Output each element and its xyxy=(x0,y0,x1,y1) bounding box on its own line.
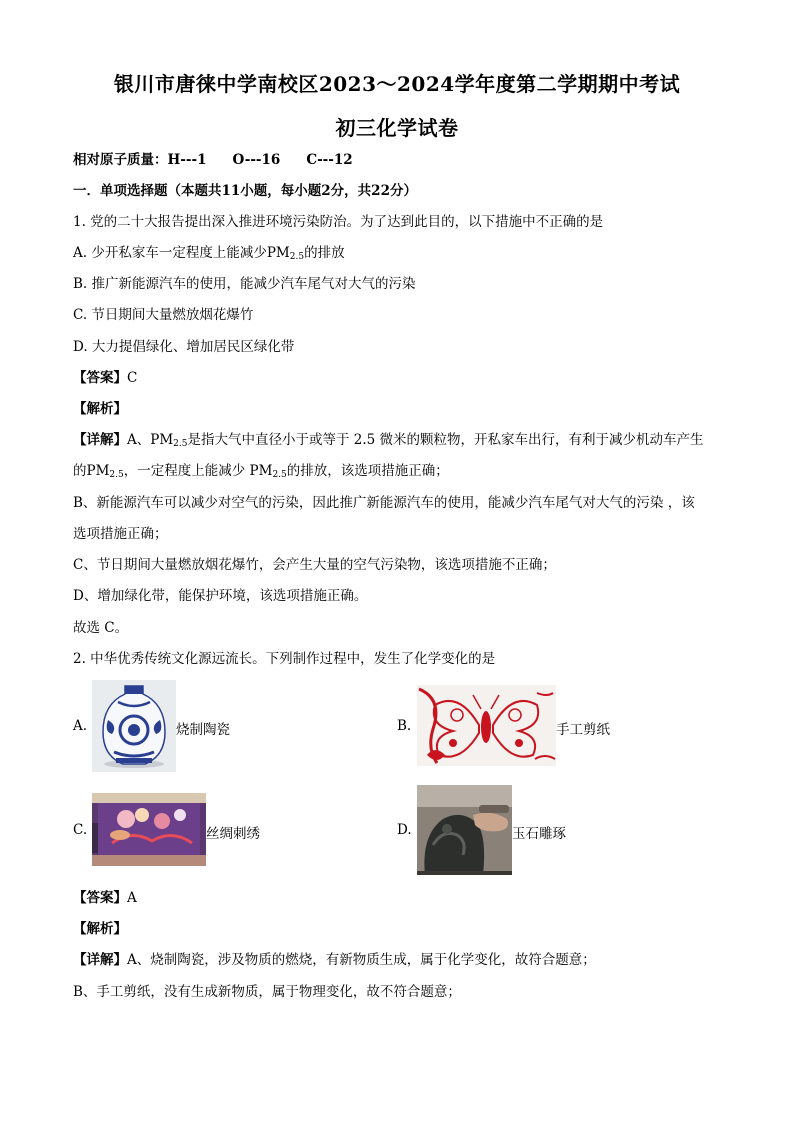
detail-text: 的排放，该选项措施正确； xyxy=(286,463,449,479)
q2-option-a-caption: 烧制陶瓷 xyxy=(176,722,230,738)
silk-embroidery-image xyxy=(92,793,206,866)
q1-option-a-text: A. 少开私家车一定程度上能减少PM xyxy=(73,245,290,261)
q1-detail-line-4: 选项措施正确； xyxy=(73,526,168,542)
q1-analysis-tag: 【解析】 xyxy=(73,401,127,417)
q2-option-d-caption: 玉石雕琢 xyxy=(512,826,566,842)
section-heading: 一．单项选择题（本题共11小题，每小题2分，共22分） xyxy=(73,183,417,199)
detail-text: ，一定程度上能减少 PM xyxy=(123,463,273,479)
q2-option-a-letter: A. xyxy=(73,718,88,734)
porcelain-vase-image xyxy=(92,680,176,772)
answer-tag: 【答案】 xyxy=(73,890,127,906)
atomic-mass-h: H---1 xyxy=(167,152,207,168)
pm-subscript: 2.5 xyxy=(173,439,188,449)
exam-title: 银川市唐徕中学南校区2023～2024学年度第二学期期中考试 xyxy=(113,72,681,96)
q1-option-c: C. 节日期间大量燃放烟花爆竹 xyxy=(73,307,254,323)
paper-cutting-image xyxy=(417,685,556,766)
q1-option-a-tail: 的排放 xyxy=(304,245,345,261)
q2-option-c-caption: 丝绸刺绣 xyxy=(206,826,260,842)
q2-detail-line-2: B、手工剪纸，没有生成新物质，属于物理变化，故不符合题意； xyxy=(73,984,461,1000)
detail-text: A、烧制陶瓷，涉及物质的燃烧，有新物质生成，属于化学变化，故符合题意； xyxy=(127,952,596,968)
q1-answer xyxy=(73,369,733,387)
pm-subscript: 2.5 xyxy=(289,252,305,262)
detail-text: 的PM xyxy=(73,463,110,479)
q1-detail-line-1 xyxy=(73,431,733,449)
q2-answer xyxy=(73,889,733,907)
q1-detail-line-2 xyxy=(73,462,733,480)
q2-detail-line-1 xyxy=(73,951,733,969)
detail-text: A、PM xyxy=(127,432,174,448)
atomic-mass-label: 相对原子质量： xyxy=(73,152,168,168)
q1-detail-line-6: D、增加绿化带，能保护环境，该选项措施正确。 xyxy=(73,588,368,604)
answer-tag: 【答案】 xyxy=(73,370,127,386)
pm-subscript: 2.5 xyxy=(272,470,287,480)
q1-conclusion: 故选 C。 xyxy=(73,620,129,636)
jade-carving-image xyxy=(417,785,512,875)
detail-tag: 【详解】 xyxy=(73,952,127,968)
atomic-mass-line xyxy=(73,151,733,169)
detail-tag: 【详解】 xyxy=(73,432,127,448)
q2-option-c-letter: C. xyxy=(73,822,88,838)
q1-detail-line-3: B、新能源汽车可以减少对空气的污染，因此推广新能源汽车的使用，能减少汽车尾气对大气的污染 ，该 xyxy=(73,495,695,511)
q2-option-b-caption: 手工剪纸 xyxy=(556,722,610,738)
q2-option-b-letter: B. xyxy=(397,718,412,734)
q1-option-b: B. 推广新能源汽车的使用，能减少汽车尾气对大气的污染 xyxy=(73,276,416,292)
q2-stem: 2. 中华优秀传统文化源远流长。下列制作过程中，发生了化学变化的是 xyxy=(73,651,496,667)
atomic-mass-o: O---16 xyxy=(232,152,281,168)
pm-subscript: 2.5 xyxy=(109,470,124,480)
atomic-mass-c: C---12 xyxy=(306,152,353,168)
exam-subtitle: 初三化学试卷 xyxy=(335,116,459,140)
q1-option-d: D. 大力提倡绿化、增加居民区绿化带 xyxy=(73,339,295,355)
q2-option-d-letter: D. xyxy=(397,822,412,838)
q1-option-a xyxy=(73,244,733,262)
q2-analysis-tag: 【解析】 xyxy=(73,921,127,937)
answer-value: C xyxy=(127,370,138,386)
q1-stem: 1. 党的二十大报告提出深入推进环境污染防治。为了达到此目的，以下措施中不正确的是 xyxy=(73,214,604,230)
detail-text: 是指大气中直径小于或等于 2.5 微米的颗粒物，开私家车出行，有利于减少机动车产生 xyxy=(187,432,704,448)
answer-value: A xyxy=(127,890,137,906)
q1-detail-line-5: C、节日期间大量燃放烟花爆竹，会产生大量的空气污染物，该选项措施不正确； xyxy=(73,557,556,573)
